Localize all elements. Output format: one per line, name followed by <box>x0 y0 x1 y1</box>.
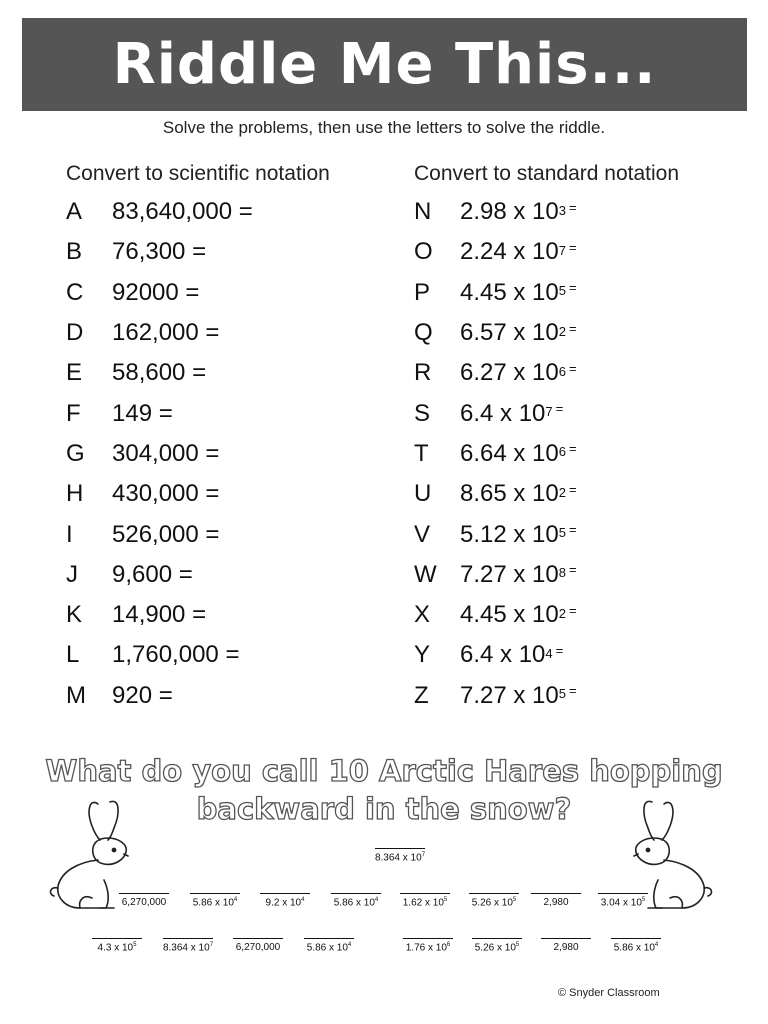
standard-problem-row <box>414 313 744 353</box>
answer-blank[interactable] <box>459 938 535 953</box>
scientific-problem-row <box>66 393 396 433</box>
blank-line <box>331 893 381 894</box>
blank-line <box>541 938 591 939</box>
answer-blank[interactable] <box>291 938 367 953</box>
standard-problem-row <box>414 474 744 514</box>
problem-letter: P <box>414 278 431 306</box>
problem-value: 14,900 = <box>112 601 207 629</box>
problem-letter: S <box>414 399 431 427</box>
answer-blank[interactable] <box>177 893 253 908</box>
answer-blank[interactable] <box>598 938 674 953</box>
equals-sign: = <box>568 320 577 336</box>
problem-base: 6.4 x 10 <box>460 399 546 427</box>
problem-exponent: 5 <box>558 525 566 541</box>
blank-clue <box>247 897 323 908</box>
scientific-problem-row <box>66 232 396 272</box>
blank-clue <box>362 852 438 863</box>
blank-clue <box>528 942 604 953</box>
answer-blank[interactable] <box>585 893 661 908</box>
problem-exponent: 7 <box>545 404 553 420</box>
equals-sign: = <box>555 642 564 658</box>
problem-letter: J <box>66 560 78 588</box>
equals-sign: = <box>568 199 577 215</box>
equals-sign: = <box>568 522 577 538</box>
equals-sign: = <box>568 602 577 618</box>
standard-column-heading: Convert to standard notation <box>414 162 680 185</box>
blank-clue-exponent: 5 <box>515 942 520 948</box>
blank-clue-base: 5.26 x 10 <box>474 942 516 954</box>
scientific-notation-column <box>66 160 396 716</box>
problem-value: 83,640,000 = <box>112 198 253 226</box>
blank-line <box>531 893 581 894</box>
blank-line <box>119 893 169 894</box>
problem-base: 4.45 x 10 <box>460 278 559 306</box>
blank-clue <box>177 897 253 908</box>
problem-letter: M <box>66 681 86 709</box>
scientific-problem-list <box>66 192 396 716</box>
problem-letter: G <box>66 439 85 467</box>
instructions: Solve the problems, then use the letters to solve the riddle. <box>162 118 606 137</box>
problem-letter: B <box>66 238 83 266</box>
blank-line <box>472 938 522 939</box>
blank-clue-exponent: 6 <box>446 942 451 948</box>
standard-problem-row <box>414 514 744 554</box>
answer-blank[interactable] <box>220 938 296 953</box>
answer-blank[interactable] <box>150 938 226 953</box>
problem-letter: F <box>66 399 81 427</box>
riddle-line-1: What do you call 10 Arctic Hares hopping <box>45 754 723 788</box>
problem-letter: R <box>414 359 432 387</box>
copyright-notice: © Snyder Classroom <box>558 987 660 999</box>
problem-base: 6.57 x 10 <box>460 319 559 347</box>
scientific-problem-row <box>66 595 396 635</box>
blank-clue-base: 1.76 x 10 <box>405 942 447 954</box>
blank-clue-exponent: 5 <box>641 897 646 903</box>
problem-letter: O <box>414 238 433 266</box>
scientific-problem-row <box>66 635 396 675</box>
blank-clue-base: 1.62 x 10 <box>402 897 444 909</box>
standard-problem-row <box>414 232 744 272</box>
problem-base: 6.27 x 10 <box>460 359 559 387</box>
scientific-problem-row <box>66 313 396 353</box>
problem-exponent: 5 <box>558 686 566 702</box>
blank-clue <box>150 942 226 953</box>
problem-base: 7.27 x 10 <box>460 560 559 588</box>
standard-problem-row <box>414 635 744 675</box>
problem-value: 149 = <box>112 399 173 427</box>
problem-value: 9,600 = <box>112 560 193 588</box>
scientific-problem-row <box>66 474 396 514</box>
problem-letter: C <box>66 278 84 306</box>
blank-clue-exponent: 5 <box>133 942 137 948</box>
blank-clue-base: 8.364 x 10 <box>374 852 422 864</box>
blank-line <box>400 893 450 894</box>
blank-line <box>611 938 661 939</box>
blank-line <box>233 938 283 939</box>
problem-value: 162,000 = <box>112 319 220 347</box>
scientific-problem-row <box>66 434 396 474</box>
blank-clue-base: 2,980 <box>553 942 579 953</box>
problem-exponent: 2 <box>558 323 566 339</box>
blank-clue <box>585 897 661 908</box>
blank-clue-exponent: 4 <box>347 942 352 948</box>
problem-letter: I <box>66 520 73 548</box>
problem-base: 7.27 x 10 <box>460 681 559 709</box>
problem-letter: Z <box>414 681 429 709</box>
blank-line <box>598 893 648 894</box>
problem-exponent: 7 <box>558 242 566 258</box>
equals-sign: = <box>568 280 577 296</box>
answer-blank[interactable] <box>106 893 182 908</box>
scientific-problem-row <box>66 273 396 313</box>
problem-value: 920 = <box>112 681 173 709</box>
blank-clue <box>318 897 394 908</box>
problem-letter: U <box>414 480 432 508</box>
standard-problem-row <box>414 555 744 595</box>
problem-value: 526,000 = <box>112 520 220 548</box>
blank-clue-base: 5.86 x 10 <box>306 942 348 954</box>
problem-value: 58,600 = <box>112 359 207 387</box>
problem-exponent: 4 <box>545 645 553 661</box>
problem-base: 6.64 x 10 <box>460 439 559 467</box>
problem-exponent: 6 <box>558 444 566 460</box>
problem-base: 5.12 x 10 <box>460 520 559 548</box>
problem-value: 76,300 = <box>112 238 207 266</box>
problem-value: 304,000 = <box>112 439 220 467</box>
blank-line <box>469 893 519 894</box>
problem-letter: L <box>66 641 80 669</box>
problem-letter: N <box>414 198 432 226</box>
problem-letter: Q <box>414 319 433 347</box>
problem-value: 430,000 = <box>112 480 220 508</box>
standard-problem-row <box>414 273 744 313</box>
blank-clue-base: 9.2 x 10 <box>265 897 302 909</box>
problem-exponent: 2 <box>558 484 566 500</box>
blank-clue-exponent: 4 <box>233 897 238 903</box>
blank-clue <box>106 897 182 908</box>
equals-sign: = <box>568 481 577 497</box>
problem-letter: X <box>414 601 431 629</box>
problem-exponent: 8 <box>558 565 566 581</box>
blank-clue-base: 5.86 x 10 <box>613 942 655 954</box>
blank-clue-base: 8.364 x 10 <box>162 942 210 954</box>
blank-clue-exponent: 5 <box>512 897 517 903</box>
problem-exponent: 2 <box>558 605 566 621</box>
blank-clue-base: 5.86 x 10 <box>192 897 234 909</box>
standard-problem-row <box>414 353 744 393</box>
problem-letter: V <box>414 520 431 548</box>
blank-clue-base: 4.3 x 10 <box>97 942 134 954</box>
problem-value: 92000 = <box>112 278 200 306</box>
blank-line <box>375 848 425 849</box>
standard-problem-row <box>414 192 744 232</box>
page-title: Riddle Me This... <box>112 32 657 97</box>
blank-clue-exponent: 7 <box>209 942 214 948</box>
problem-exponent: 6 <box>558 363 566 379</box>
blank-clue-base: 6,270,000 <box>121 897 167 908</box>
scientific-problem-row <box>66 676 396 716</box>
scientific-problem-row <box>66 555 396 595</box>
equals-sign: = <box>568 683 577 699</box>
problem-base: 2.98 x 10 <box>460 198 559 226</box>
blank-clue <box>518 897 594 908</box>
blank-line <box>304 938 354 939</box>
answer-blank[interactable] <box>528 938 604 953</box>
blank-clue <box>390 942 466 953</box>
riddle-line-2: backward in the snow? <box>196 792 572 826</box>
blank-clue-exponent: 4 <box>654 942 659 948</box>
blank-clue-exponent: 7 <box>421 852 426 858</box>
answer-blank[interactable] <box>390 938 466 953</box>
problem-letter: A <box>66 198 83 226</box>
problem-base: 8.65 x 10 <box>460 480 559 508</box>
scientific-problem-row <box>66 353 396 393</box>
blank-line <box>92 938 142 939</box>
answer-blank[interactable] <box>79 938 155 953</box>
equals-sign: = <box>568 360 577 376</box>
scientific-column-heading: Convert to scientific notation <box>66 162 330 185</box>
standard-problem-list <box>414 192 744 716</box>
problem-letter: K <box>66 601 83 629</box>
problem-letter: E <box>66 359 83 387</box>
blank-clue-base: 5.26 x 10 <box>471 897 513 909</box>
answer-blank[interactable] <box>362 848 438 863</box>
scientific-problem-row <box>66 514 396 554</box>
blank-clue-base: 3.04 x 10 <box>600 897 642 909</box>
standard-notation-column <box>414 160 744 716</box>
answer-blank[interactable] <box>318 893 394 908</box>
problem-exponent: 3 <box>558 202 566 218</box>
blank-clue-base: 6,270,000 <box>235 942 281 953</box>
blank-line <box>403 938 453 939</box>
blank-clue <box>220 942 296 953</box>
standard-problem-row <box>414 393 744 433</box>
equals-sign: = <box>568 239 577 255</box>
standard-problem-row <box>414 595 744 635</box>
equals-sign: = <box>568 562 577 578</box>
blank-line <box>163 938 213 939</box>
blank-line <box>260 893 310 894</box>
blank-clue-exponent: 5 <box>443 897 448 903</box>
page-title-banner <box>22 18 747 111</box>
blank-clue-exponent: 4 <box>301 897 305 903</box>
problem-letter: T <box>414 439 429 467</box>
blank-clue <box>598 942 674 953</box>
problem-base: 4.45 x 10 <box>460 601 559 629</box>
blank-clue-base: 5.86 x 10 <box>333 897 375 909</box>
answer-blank[interactable] <box>247 893 323 908</box>
standard-problem-row <box>414 434 744 474</box>
problem-exponent: 5 <box>558 283 566 299</box>
blank-clue-base: 2,980 <box>543 897 569 908</box>
answer-blank[interactable] <box>387 893 463 908</box>
problem-letter: W <box>414 560 437 588</box>
problem-base: 6.4 x 10 <box>460 641 546 669</box>
scientific-problem-row <box>66 192 396 232</box>
problem-letter: H <box>66 480 84 508</box>
equals-sign: = <box>555 401 564 417</box>
equals-sign: = <box>568 441 577 457</box>
blank-clue <box>79 942 155 953</box>
problem-letter: Y <box>414 641 431 669</box>
blank-clue <box>387 897 463 908</box>
standard-problem-row <box>414 676 744 716</box>
problem-value: 1,760,000 = <box>112 641 240 669</box>
blank-clue <box>291 942 367 953</box>
answer-blank[interactable] <box>518 893 594 908</box>
problem-letter: D <box>66 319 84 347</box>
blank-line <box>190 893 240 894</box>
blank-clue <box>459 942 535 953</box>
problem-base: 2.24 x 10 <box>460 238 559 266</box>
blank-clue-exponent: 4 <box>374 897 379 903</box>
